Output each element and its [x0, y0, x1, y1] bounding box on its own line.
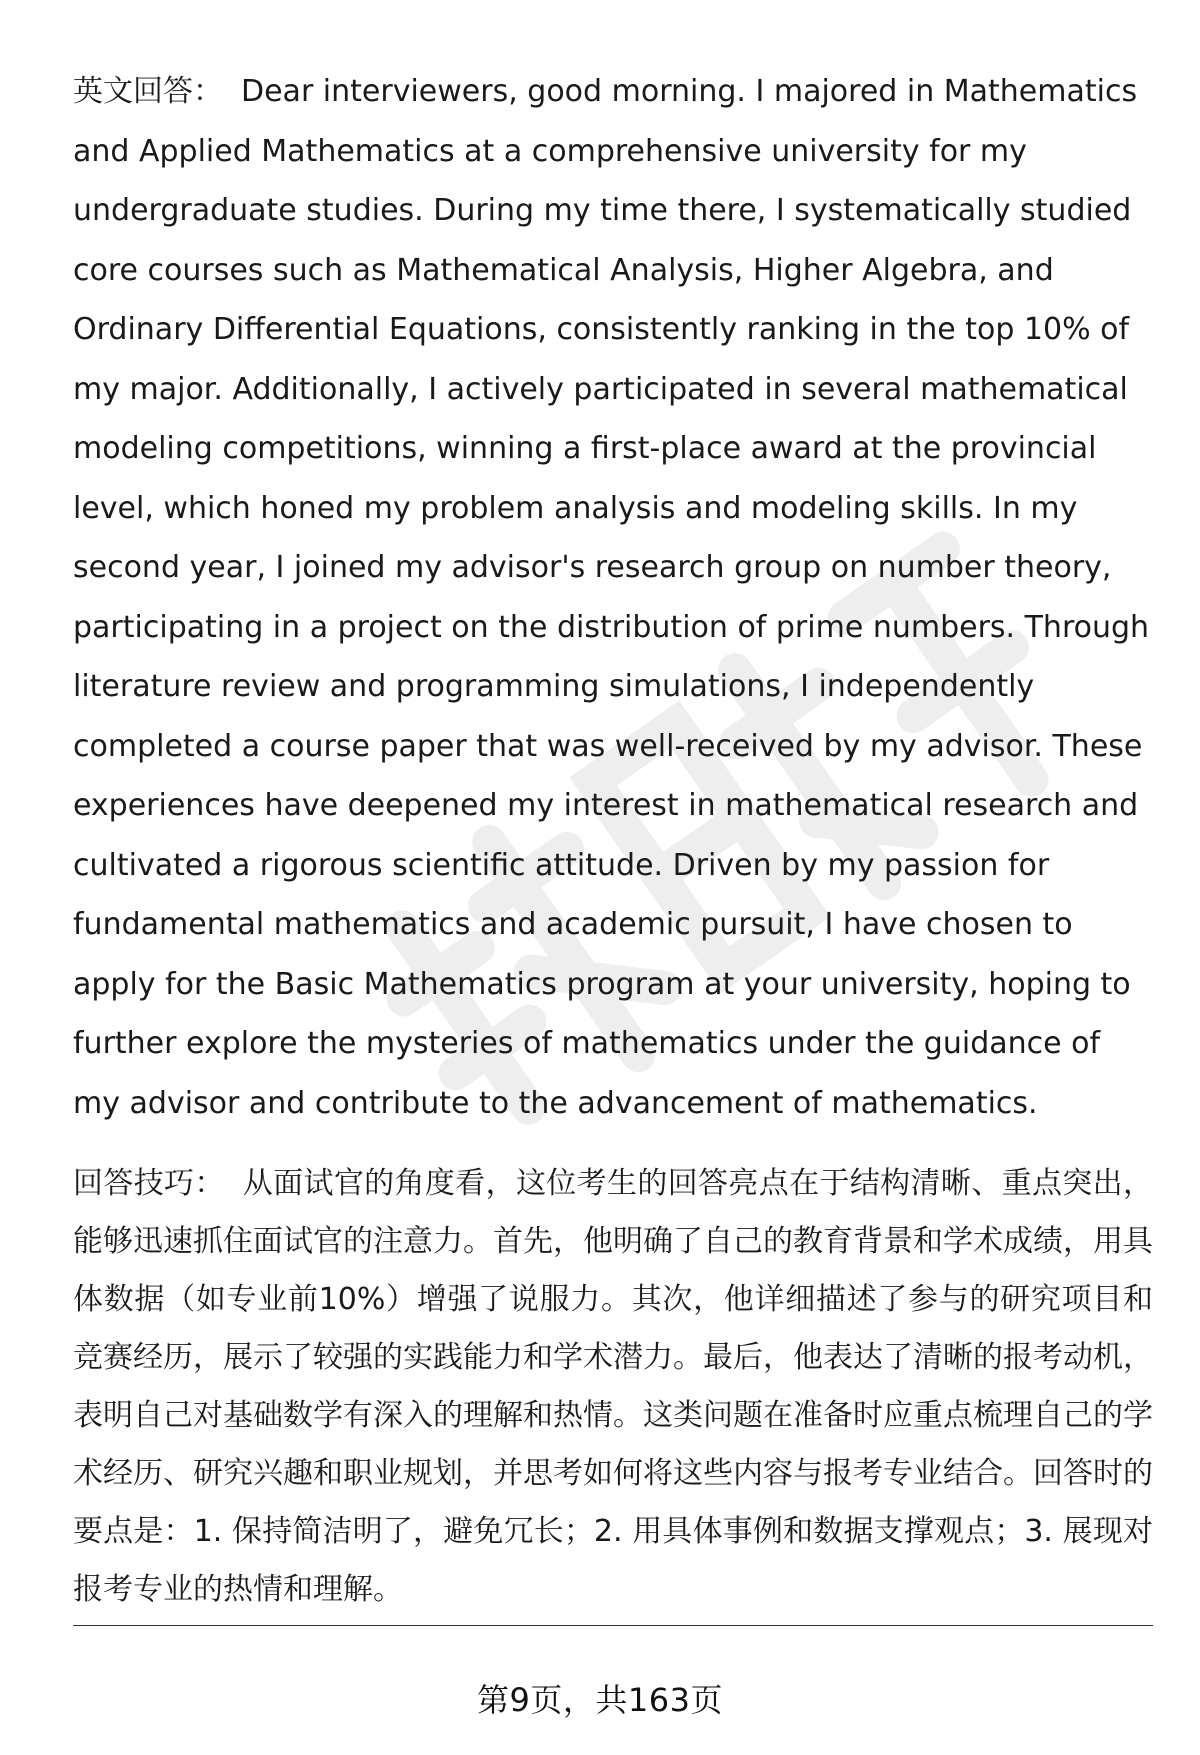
footer-divider	[73, 1625, 1153, 1626]
english-answer-label: 英文回答：	[73, 74, 223, 109]
answer-tips-label: 回答技巧：	[73, 1166, 225, 1201]
page-number: 第9页，共163页	[477, 1681, 723, 1719]
english-answer-text: Dear interviewers, good morning. I majored in Mathematics and Applied Mathematics at a comprehensive university for my undergraduate studies. During my time there, I systematically studied core courses such as Mathematical Analysis, Higher Algebra, and Ordinary Differential Equations, consistently ranking in the top 10% of my major. Additionally, I actively participated in several mathematical modeling competitions, winning a first-place award at the provincial level, which honed my problem analysis and modeling skills. In my second year, I joined my advisor's research group on number theory, participating in a project on the distribution of prime numbers. Through literature review and programming simulations, I independently completed a course paper that was well-received by my advisor. These experiences have deepened my interest in mathematical research and cultivated a rigorous scientific attitude. Driven by my passion for fundamental mathematics and academic pursuit, I have chosen to apply for the Basic Mathematics program at your university, hoping to further explore the mysteries of mathematics under the guidance of my advisor and contribute to the advancement of mathematics.	[73, 74, 1150, 1121]
answer-tips-text: 从面试官的角度看，这位考生的回答亮点在于结构清晰、重点突出，能够迅速抓住面试官的注意力。首先，他明确了自己的教育背景和学术成绩，用具体数据（如专业前10%）增强了说服力。其次，他详细描述了参与的研究项目和竞赛经历，展示了较强的实践能力和学术潜力。最后，他表达了清晰的报考动机，表明自己对基础数学有深入的理解和热情。这类问题在准备时应重点梳理自己的学术经历、研究兴趣和职业规划，并思考如何将这些内容与报考专业结合。回答时的要点是：1. 保持简洁明了，避免冗长；2. 用具体事例和数据支撑观点；3. 展现对报考专业的热情和理解。	[73, 1166, 1153, 1607]
main-content	[73, 62, 1153, 1619]
english-answer-paragraph	[73, 62, 1153, 1133]
answer-tips-paragraph	[73, 1155, 1153, 1619]
